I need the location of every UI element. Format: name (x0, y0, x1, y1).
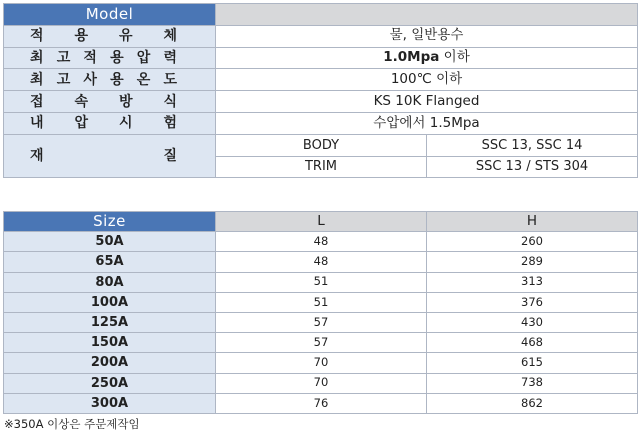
size-cell: 200A (4, 353, 216, 373)
value-temperature: 100℃ 이하 (216, 69, 638, 91)
table-row (4, 373, 638, 393)
size-header-row (4, 212, 638, 232)
spec-row-material-body (4, 134, 638, 156)
size-cell: 250A (4, 373, 216, 393)
l-cell: 57 (216, 312, 427, 332)
h-cell: 862 (427, 393, 638, 413)
label-material: 재 질 (4, 134, 216, 178)
l-cell: 57 (216, 333, 427, 353)
table-row (4, 353, 638, 373)
spec-row-connection (4, 91, 638, 113)
spec-row-pressure (4, 47, 638, 69)
table-row (4, 292, 638, 312)
l-cell: 70 (216, 353, 427, 373)
spec-row-test (4, 112, 638, 134)
l-cell: 70 (216, 373, 427, 393)
footnote: ※350A 이상은 주문제작임 (4, 417, 140, 431)
size-header: Size (4, 212, 216, 232)
label-pressure: 최 고 적 용 압 력 (4, 47, 216, 69)
spec-table (3, 3, 638, 178)
label-temperature: 최 고 사 용 온 도 (4, 69, 216, 91)
h-cell: 289 (427, 252, 638, 272)
size-cell: 100A (4, 292, 216, 312)
l-cell: 51 (216, 272, 427, 292)
model-header-blank (216, 4, 638, 26)
h-cell: 313 (427, 272, 638, 292)
size-cell: 80A (4, 272, 216, 292)
h-header: H (427, 212, 638, 232)
size-cell: 125A (4, 312, 216, 332)
material-part-trim: TRIM (216, 156, 427, 178)
label-connection: 접 속 방 식 (4, 91, 216, 113)
l-cell: 76 (216, 393, 427, 413)
label-test: 내 압 시 험 (4, 112, 216, 134)
h-cell: 468 (427, 333, 638, 353)
l-cell: 48 (216, 252, 427, 272)
table-row (4, 232, 638, 252)
l-cell: 48 (216, 232, 427, 252)
material-spec-trim: SSC 13 / STS 304 (427, 156, 638, 178)
table-row (4, 333, 638, 353)
material-spec-body: SSC 13, SSC 14 (427, 134, 638, 156)
model-header: Model (4, 4, 216, 26)
value-connection: KS 10K Flanged (216, 91, 638, 113)
size-cell: 300A (4, 393, 216, 413)
h-cell: 260 (427, 232, 638, 252)
h-cell: 738 (427, 373, 638, 393)
size-cell: 150A (4, 333, 216, 353)
h-cell: 430 (427, 312, 638, 332)
size-cell: 50A (4, 232, 216, 252)
value-pressure: 1.0Mpa 이하 (216, 47, 638, 69)
l-cell: 51 (216, 292, 427, 312)
size-table (3, 211, 638, 414)
label-fluid: 적 용 유 체 (4, 25, 216, 47)
l-header: L (216, 212, 427, 232)
size-cell: 65A (4, 252, 216, 272)
value-fluid: 물, 일반용수 (216, 25, 638, 47)
spec-row-fluid (4, 25, 638, 47)
value-test: 수압에서 1.5Mpa (216, 112, 638, 134)
h-cell: 615 (427, 353, 638, 373)
table-row (4, 393, 638, 413)
table-row (4, 312, 638, 332)
material-part-body: BODY (216, 134, 427, 156)
table-row (4, 252, 638, 272)
table-row (4, 272, 638, 292)
spec-header-row (4, 4, 638, 26)
spec-row-temperature (4, 69, 638, 91)
h-cell: 376 (427, 292, 638, 312)
